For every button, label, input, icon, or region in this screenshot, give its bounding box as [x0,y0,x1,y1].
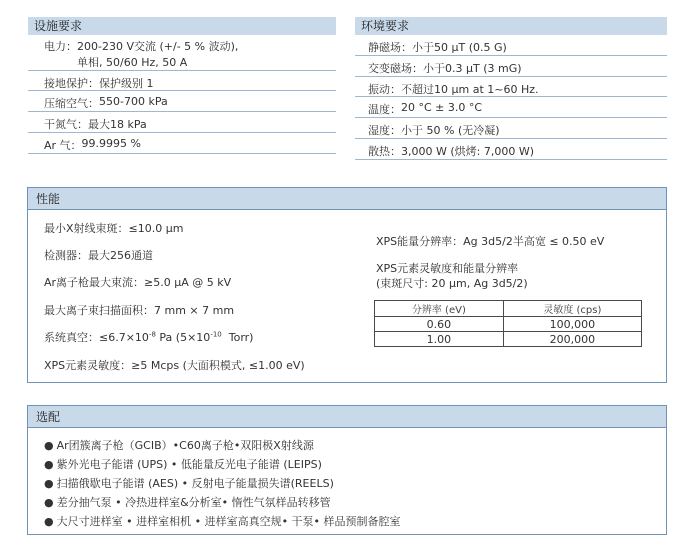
env-label: 交变磁场： [368,62,423,75]
env-label: 湿度： [368,124,401,137]
env-label: 静磁场： [368,41,412,54]
env-value: 小于50 μT (0.5 G) [412,41,507,54]
table-row [375,332,642,347]
power-value-line1: 200-230 V交流 (+/- 5 % 波动), [77,40,239,53]
table-cell: 200,000 [503,332,641,347]
power-value [77,38,238,70]
bullet-icon: ● [44,496,54,509]
facilities-row-power [28,35,336,71]
option-text: 大尺寸进样室 • 进样室相机 • 进样室高真空规• 干泵• 样品预制备腔室 [56,515,401,528]
env-value: 小于 50 % (无冷凝) [401,124,500,137]
option-item [44,437,314,453]
env-value: 不超过10 μm at 1~60 Hz. [401,83,539,96]
option-text: 差分抽气泵 • 冷热进样室&分析室• 惰性气氛样品转移管 [56,496,331,509]
option-item [44,456,322,472]
facilities-section [28,17,336,154]
facilities-title: 设施要求 [28,17,336,35]
environment-row [355,97,667,118]
table-header-sensitivity: 灵敏度 (cps) [503,301,641,317]
table-header-row [375,301,642,317]
performance-title: 性能 [28,188,666,210]
environment-row [355,118,667,139]
vacuum-prefix: 系统真空：≤6.7×10 [44,331,149,344]
facilities-row-ground [28,71,336,91]
environment-section [355,17,667,160]
option-text: Ar团簇离子枪（GCIB）•C60离子枪•双阳极X射线源 [56,439,314,452]
env-label: 温度： [368,103,401,116]
resolution-table [374,300,642,347]
table-cell: 1.00 [375,332,504,347]
performance-section [27,187,667,383]
vacuum-suffix: Torr) [221,331,254,344]
table-row [375,317,642,332]
env-value: 3,000 W (烘烤: 7,000 W) [401,145,535,158]
perf-sensitivity: XPS元素灵敏度：≥5 Mcps (大面积模式, ≤1.00 eV) [44,359,305,372]
table-cell: 100,000 [503,317,641,332]
ground-label: 接地保护： [44,77,99,90]
env-label: 振动： [368,83,401,96]
air-label: 压缩空气： [44,97,99,110]
option-item [44,494,331,510]
facilities-row-air [28,91,336,112]
table-cell: 0.60 [375,317,504,332]
table-header-resolution: 分辨率 (eV) [375,301,504,317]
options-section [27,405,667,535]
bullet-icon: ● [44,439,54,452]
bullet-icon: ● [44,515,54,528]
nitrogen-value: 最大18 kPa [88,118,147,131]
environment-row [355,139,667,160]
environment-title: 环境要求 [355,17,667,35]
vacuum-exp1: -8 [148,330,156,339]
xps-resolution: XPS能量分辨率：Ag 3d5/2半高宽 ≤ 0.50 eV [376,235,605,248]
vacuum-exp2: -10 [210,330,222,339]
option-text: 紫外光电子能谱 (UPS) • 低能量反光电子能谱 (LEIPS) [56,458,322,471]
option-item [44,513,401,529]
option-item [44,475,334,491]
options-title: 选配 [28,406,666,428]
argon-label: Ar 气： [44,139,82,152]
environment-row [355,56,667,77]
power-value-line2: 单相, 50/60 Hz, 50 A [77,56,188,69]
option-text: 扫描俄歇电子能谱 (AES) • 反射电子能量损失谱(REELS) [56,477,334,490]
environment-row [355,35,667,56]
env-value: 小于0.3 μT (3 mG) [423,62,522,75]
bullet-icon: ● [44,458,54,471]
argon-value: 99.9995 % [81,137,141,150]
ground-value: 保护级别 1 [99,77,154,90]
facilities-row-argon [28,133,336,154]
power-label: 电力： [44,40,77,53]
perf-ion-gun-current: Ar离子枪最大束流：≥5.0 μA @ 5 kV [44,276,232,289]
bullet-icon: ● [44,477,54,490]
vacuum-mid: Pa (5×10 [155,331,211,344]
perf-detector: 检测器：最大256通道 [44,249,153,262]
xps-sens-subtitle: (束斑尺寸: 20 μm, Ag 3d5/2) [376,277,528,290]
air-value: 550-700 kPa [99,95,168,108]
perf-ion-scan-area: 最大离子束扫描面积：7 mm × 7 mm [44,304,235,317]
env-value: 20 °C ± 3.0 °C [401,101,483,114]
facilities-row-nitrogen [28,112,336,133]
env-label: 散热： [368,145,401,158]
perf-min-spot: 最小X射线束斑：≤10.0 μm [44,222,184,235]
perf-vacuum [44,329,253,345]
environment-row [355,77,667,97]
xps-sens-title: XPS元素灵敏度和能量分辨率 [376,262,519,275]
nitrogen-label: 干氮气： [44,118,88,131]
